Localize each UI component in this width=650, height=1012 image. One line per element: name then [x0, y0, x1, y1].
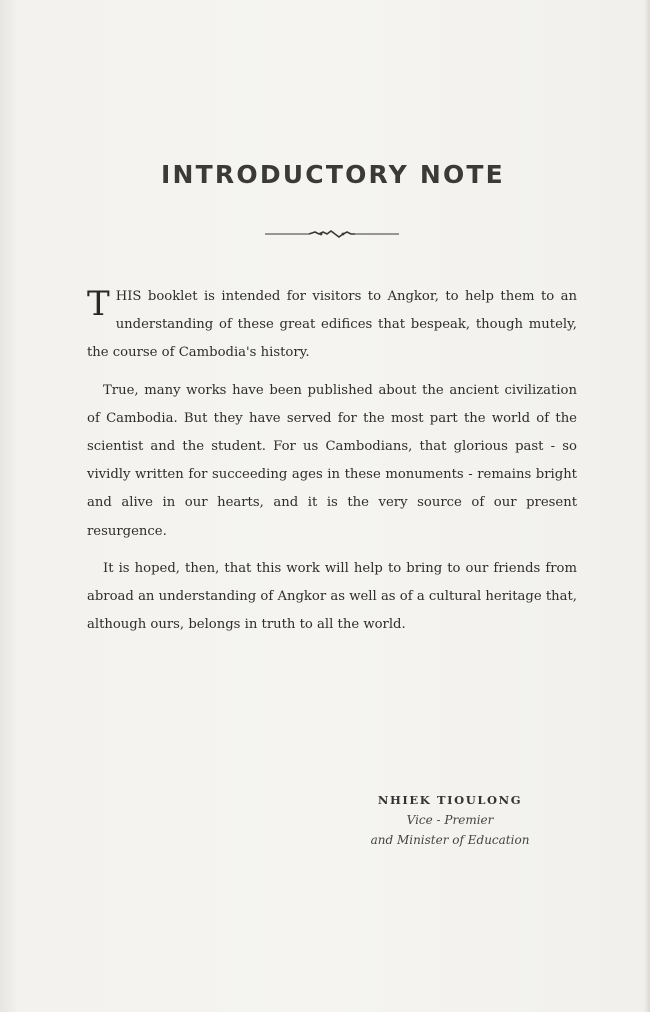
page-title: INTRODUCTORY NOTE: [161, 160, 505, 189]
drop-cap: T: [87, 284, 110, 324]
paragraph-3: It is hoped, then, that this work will help to bring to our friends from abroad an understanding of Angkor as well as of a cultural heritage that, although ours, belongs in truth to all the world.: [87, 560, 577, 633]
page-edge-shadow: [644, 0, 650, 1012]
paragraph-1-text: HIS booklet is intended for visitors to Angkor, to help them to an understanding of these great edifices that bespeak, though mutely, the course of Cambodia's history.: [87, 289, 577, 361]
signatory-title-line-1: Vice - Premier: [406, 813, 494, 827]
signatory-title-line-2: and Minister of Education: [370, 833, 530, 847]
ornament-divider-icon: [265, 228, 399, 240]
signatory-name: NHIEK TIOULONG: [377, 793, 523, 807]
signature-block: [330, 790, 570, 850]
paragraph-2: True, many works have been published about the ancient civilization of Cambodia. But they have served for the most part the world of the scientist and the student. For us Cambodians, that glorious past - so vividly written for succeeding ages in these monuments - remains bright and alive in our hearts, and it is the very source of our present resurgence.: [87, 382, 577, 539]
body-text: [87, 283, 577, 648]
paragraph-1: [87, 283, 577, 368]
